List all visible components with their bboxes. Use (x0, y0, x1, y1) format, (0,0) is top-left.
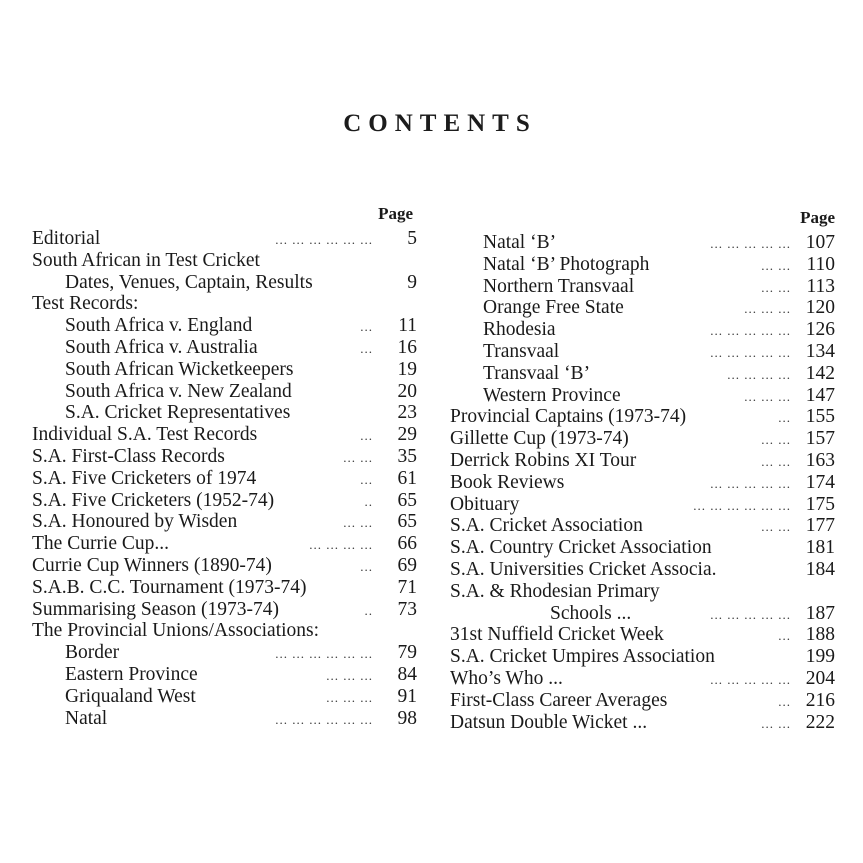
toc-entry (450, 254, 835, 276)
toc-entry-page-number: 29 (397, 424, 417, 446)
toc-entry (450, 537, 835, 559)
leader-dots: ... (778, 693, 791, 709)
toc-entry-page-number: 5 (407, 228, 417, 249)
toc-entry (450, 276, 835, 298)
toc-entry-page-number: 216 (805, 689, 835, 711)
toc-list (450, 232, 835, 733)
toc-entry-title: S.A. Country Cricket Association (450, 537, 712, 559)
page-title: CONTENTS (343, 110, 537, 137)
toc-entry (450, 515, 835, 537)
toc-entry-title: S.A. Cricket Association (450, 515, 643, 537)
contents-column-left (32, 202, 417, 729)
leader-dots: ... ... ... (326, 667, 373, 683)
toc-entry (32, 686, 417, 708)
toc-entry-title: Who’s Who ... (450, 667, 563, 689)
toc-entry-title: The Provincial Unions/Associations: (32, 620, 320, 642)
toc-entry-title: Test Records: (32, 293, 139, 315)
toc-entry (32, 381, 417, 403)
leader-dots: ... ... ... (744, 388, 791, 404)
toc-entry-title: Transvaal ‘B’ (483, 362, 591, 384)
leader-dots: ... ... ... ... (727, 366, 791, 382)
toc-entry-title: Natal ‘B’ (483, 232, 557, 253)
toc-entry (32, 446, 417, 468)
toc-entry (32, 272, 417, 294)
toc-entry-title: 31st Nuffield Cricket Week (450, 624, 664, 646)
toc-entry-page-number: 91 (397, 685, 417, 707)
toc-entry (450, 646, 835, 668)
toc-entry-title: South African in Test Cricket (32, 249, 260, 271)
toc-entry-title: South African Wicketkeepers (65, 358, 294, 380)
toc-entry-title: Currie Cup Winners (1890-74) (32, 554, 272, 576)
toc-entry (450, 581, 835, 603)
toc-entry-title: Gillette Cup (1973-74) (450, 428, 629, 450)
toc-entry (32, 315, 417, 337)
toc-entry (32, 664, 417, 686)
toc-entry-page-number: 9 (407, 271, 417, 293)
toc-entry (32, 555, 417, 577)
toc-entry (450, 690, 835, 712)
toc-list (32, 228, 417, 729)
toc-entry (450, 450, 835, 472)
toc-entry (32, 490, 417, 512)
leader-dots: ... (778, 628, 791, 644)
toc-entry-title: S.A. Cricket Representatives (65, 402, 291, 424)
toc-entry-page-number: 66 (397, 533, 417, 555)
leader-dots: ... ... ... ... ... (710, 606, 791, 622)
leader-dots: ... ... ... (744, 301, 791, 317)
leader-dots: ... ... (343, 449, 373, 465)
leader-dots: ... (360, 428, 373, 444)
leader-dots: ... ... (761, 715, 791, 731)
leader-dots: ... ... ... ... ... (710, 344, 791, 360)
toc-entry-title: Derrick Robins XI Tour (450, 449, 637, 471)
toc-entry-page-number: 23 (397, 402, 417, 424)
toc-entry-page-number: 113 (806, 275, 835, 297)
toc-entry (32, 293, 417, 315)
toc-entry (32, 359, 417, 381)
toc-entry (450, 341, 835, 363)
leader-dots: .. (364, 602, 373, 618)
toc-entry (32, 468, 417, 490)
toc-entry (32, 250, 417, 272)
toc-entry (450, 319, 835, 341)
toc-entry (32, 599, 417, 621)
page-column-header: Page (800, 208, 835, 227)
toc-entry-page-number: 126 (805, 319, 835, 341)
toc-entry-page-number: 134 (805, 340, 835, 362)
toc-entry-page-number: 184 (805, 558, 835, 580)
toc-entry (450, 297, 835, 319)
toc-entry (450, 232, 835, 254)
toc-entry-page-number: 174 (805, 471, 835, 493)
toc-entry-page-number: 79 (397, 642, 417, 664)
toc-entry (32, 228, 417, 250)
leader-dots: ... (778, 410, 791, 426)
toc-entry (32, 533, 417, 555)
toc-entry-title: S.A. & Rhodesian Primary (450, 580, 660, 602)
toc-entry-title: Border (65, 642, 120, 664)
toc-entry-page-number: 71 (397, 576, 417, 598)
leader-dots: ... ... (761, 453, 791, 469)
leader-dots: ... ... ... ... ... (710, 671, 791, 687)
toc-entry (32, 424, 417, 446)
toc-entry-page-number: 19 (397, 358, 417, 380)
leader-dots: ... ... ... ... ... ... (275, 646, 373, 662)
leader-dots: ... ... (761, 519, 791, 535)
toc-entry-title: S.A. Cricket Umpires Association (450, 646, 715, 668)
toc-entry-title: Natal ‘B’ Photograph (483, 253, 650, 275)
toc-entry-title: South Africa v. Australia (65, 336, 258, 358)
toc-entry-page-number: 142 (805, 362, 835, 384)
toc-entry-page-number: 84 (397, 663, 417, 685)
toc-entry (450, 603, 835, 625)
toc-entry (450, 559, 835, 581)
toc-entry-page-number: 16 (397, 336, 417, 358)
toc-entry (450, 668, 835, 690)
toc-entry-title: Obituary (450, 493, 520, 515)
toc-entry-title: Dates, Venues, Captain, Results (65, 271, 313, 293)
leader-dots: .. (364, 493, 373, 509)
toc-entry-title: Orange Free State (483, 297, 624, 319)
toc-entry (450, 712, 835, 734)
leader-dots: ... ... ... ... ... ... (693, 497, 791, 513)
toc-entry-title: Summarising Season (1973-74) (32, 598, 279, 620)
toc-entry-title: S.A. Honoured by Wisden (32, 511, 238, 533)
toc-entry (450, 385, 835, 407)
leader-dots: ... ... ... ... ... ... (275, 711, 373, 727)
toc-entry-page-number: 35 (397, 445, 417, 467)
toc-entry-title: Datsun Double Wicket ... (450, 711, 648, 733)
toc-entry-page-number: 181 (805, 537, 835, 559)
toc-entry-title: Rhodesia (483, 319, 556, 341)
leader-dots: ... (360, 558, 373, 574)
toc-entry-page-number: 177 (805, 515, 835, 537)
toc-entry-page-number: 147 (805, 384, 835, 406)
toc-entry-title: Provincial Captains (1973-74) (450, 406, 687, 428)
toc-entry (450, 472, 835, 494)
toc-entry-title: S.A. Five Cricketers of 1974 (32, 467, 257, 489)
toc-entry-title: First-Class Career Averages (450, 689, 668, 711)
toc-entry-title: The Currie Cup... (32, 533, 170, 555)
toc-entry-title: S.A. Universities Cricket Associa. (450, 558, 717, 580)
leader-dots: ... ... ... ... (309, 537, 373, 553)
toc-entry-page-number: 187 (805, 602, 835, 624)
leader-dots: ... ... ... ... ... ... (275, 232, 373, 247)
toc-entry-title: Transvaal (483, 340, 560, 362)
toc-entry-page-number: 107 (805, 232, 835, 253)
toc-entry (450, 363, 835, 385)
toc-entry (32, 708, 417, 730)
toc-entry-title: Griqualand West (65, 685, 196, 707)
toc-entry (450, 428, 835, 450)
toc-entry-page-number: 120 (805, 297, 835, 319)
toc-entry-title: Schools ... (550, 602, 632, 624)
toc-entry-title: Natal (65, 707, 108, 729)
leader-dots: ... ... ... ... ... (710, 236, 791, 251)
leader-dots: ... ... (761, 279, 791, 295)
contents-column-right (450, 206, 835, 733)
toc-entry-title: Eastern Province (65, 663, 198, 685)
toc-entry (32, 337, 417, 359)
toc-entry-page-number: 20 (397, 380, 417, 402)
leader-dots: ... ... (343, 515, 373, 531)
toc-entry (32, 511, 417, 533)
leader-dots: ... ... ... ... ... (710, 323, 791, 339)
leader-dots: ... ... ... ... ... (710, 475, 791, 491)
toc-entry-title: Book Reviews (450, 471, 565, 493)
leader-dots: ... ... (761, 432, 791, 448)
toc-entry (450, 406, 835, 428)
toc-entry-title: Editorial (32, 228, 101, 249)
toc-entry (32, 577, 417, 599)
toc-entry (32, 642, 417, 664)
toc-entry-page-number: 98 (397, 707, 417, 729)
toc-entry-page-number: 157 (805, 428, 835, 450)
toc-entry-page-number: 199 (805, 646, 835, 668)
leader-dots: ... (360, 471, 373, 487)
toc-entry-page-number: 11 (398, 315, 417, 337)
toc-entry (32, 620, 417, 642)
toc-entry-title: Western Province (483, 384, 621, 406)
toc-entry-page-number: 175 (805, 493, 835, 515)
toc-entry-page-number: 188 (805, 624, 835, 646)
toc-entry-title: Individual S.A. Test Records (32, 424, 258, 446)
toc-entry-page-number: 110 (806, 253, 835, 275)
toc-entry (450, 494, 835, 516)
toc-entry-page-number: 222 (805, 711, 835, 733)
leader-dots: ... (360, 340, 373, 356)
toc-entry-page-number: 61 (397, 467, 417, 489)
toc-entry (450, 624, 835, 646)
toc-entry-title: South Africa v. New Zealand (65, 380, 292, 402)
toc-entry-page-number: 73 (397, 598, 417, 620)
toc-entry-page-number: 204 (805, 667, 835, 689)
toc-entry-page-number: 65 (397, 489, 417, 511)
toc-entry-title: South Africa v. England (65, 315, 253, 337)
toc-entry-title: S.A. First-Class Records (32, 445, 225, 467)
toc-entry-page-number: 69 (397, 554, 417, 576)
toc-entry-title: S.A.B. C.C. Tournament (1973-74) (32, 576, 307, 598)
toc-entry-page-number: 163 (805, 449, 835, 471)
toc-entry (32, 402, 417, 424)
leader-dots: ... ... ... (326, 689, 373, 705)
toc-entry-page-number: 65 (397, 511, 417, 533)
leader-dots: ... ... (761, 257, 791, 273)
toc-entry-title: Northern Transvaal (483, 275, 635, 297)
page-column-header: Page (378, 204, 413, 223)
toc-entry-page-number: 155 (805, 406, 835, 428)
toc-entry-title: S.A. Five Cricketers (1952-74) (32, 489, 275, 511)
leader-dots: ... (360, 319, 373, 335)
